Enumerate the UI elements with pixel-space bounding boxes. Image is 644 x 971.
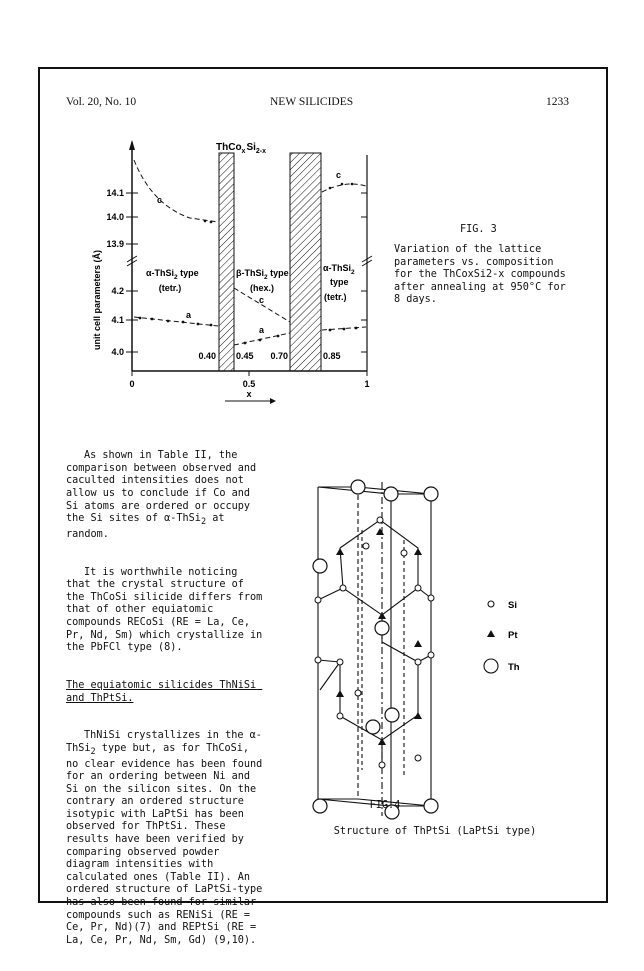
header-title: NEW SILICIDES bbox=[270, 96, 354, 108]
series-a-label-middle: a bbox=[259, 325, 265, 335]
boundary-label-0-85: 0.85 bbox=[323, 351, 341, 361]
region-label-beta-hex: (hex.) bbox=[249, 283, 275, 293]
fig3-caption-line: parameters vs. composition bbox=[394, 256, 554, 268]
boundary-label-0-70: 0.70 bbox=[270, 351, 288, 361]
legend-si-icon bbox=[488, 601, 494, 607]
x-axis-label: x bbox=[246, 389, 252, 399]
paragraph-3: ThNiSi crystallizes in the α-ThSi$_2$ type but, as for ThCoSi, no clear evidence has been found for an ordering between Ni and Si on the silicon sites. On the contrary an ordered structure isotypic with LaPtSi has been observed for ThPtSi. These results have been verified by comparing observed powder diagram intensities with calculated ones (Table II). An ordered structure of LaPtSi-type has also been found for similar compounds such as RENiSi (RE = Ce, Pr, Nd)(7) and REPtSi (RE = La, Ce, Pr, Nd, Sm, Gd) (9,10). bbox=[66, 730, 269, 946]
th-atoms bbox=[313, 480, 438, 819]
region-label-alpha-right-tetr: (tetr.) bbox=[324, 292, 347, 302]
fig3-caption-line: after annealing at 950°C for bbox=[394, 281, 566, 293]
paragraph-1: As shown in Table II, the comparison between observed and caculted intensities does not allow us to conclude if Co and Si atoms are ordered or occupy the Si sites of α-ThSi$_2$ at random. bbox=[66, 450, 263, 540]
fig3-caption-line: 8 days. bbox=[394, 294, 437, 306]
series-a-label-left: a bbox=[186, 310, 192, 320]
y-axis-label: unit cell parameters (Å) bbox=[92, 249, 102, 351]
boundary-label-0-40: 0.40 bbox=[198, 351, 216, 361]
boundary-label-0-45: 0.45 bbox=[236, 351, 254, 361]
cell-top-face bbox=[318, 487, 431, 494]
legend-th-label: Th bbox=[508, 662, 520, 673]
pt-atoms bbox=[336, 528, 422, 745]
legend-si-label: Si bbox=[508, 600, 517, 611]
region-label-alpha-left: α-ThSi$_2$ type bbox=[146, 268, 199, 281]
y-tick-label-4-1: 4.1 bbox=[111, 315, 124, 325]
y-tick-label-14-1: 14.1 bbox=[106, 188, 124, 198]
fig3-caption-line: Variation of the lattice bbox=[394, 244, 542, 255]
region-label-alpha-right: α-ThSi$_2$ bbox=[323, 263, 355, 276]
x-tick-label-0: 0 bbox=[129, 379, 135, 389]
x-tick-label-1: 1 bbox=[364, 379, 370, 389]
fig3-caption-line: for the ThCoxSi2-x compounds bbox=[394, 269, 566, 281]
section-heading: The equiatomic silicides ThNiSi and ThPtSi. bbox=[66, 679, 263, 704]
header-volume: Vol. 20, No. 10 bbox=[66, 96, 137, 108]
fig4-caption: Structure of ThPtSi (LaPtSi type) bbox=[333, 826, 537, 837]
fig4-caption-title: FIG.4 bbox=[369, 800, 401, 811]
paragraph-2: It is worthwhile noticing that the crystal structure of the ThCoSi silicide differs from that of other equiatomic compounds RECoSi (RE = La, Ce, Pr, Nd, Sm) which crystallize in the PbFCl type (8). bbox=[66, 566, 269, 654]
region-label-alpha-right-type: type bbox=[330, 277, 349, 287]
legend-pt-icon bbox=[487, 630, 495, 637]
pt-si-network bbox=[318, 588, 343, 600]
region-label-alpha-left-tetr: (tetr.) bbox=[158, 283, 182, 293]
fig3-caption-title: FIG. 3 bbox=[460, 224, 497, 235]
y-tick-label-14-0: 14.0 bbox=[106, 212, 124, 222]
legend-th-icon bbox=[484, 659, 498, 673]
series-c-label-middle: c bbox=[259, 295, 265, 305]
series-c-label-left: c bbox=[157, 195, 163, 205]
region-label-beta: β-ThSi$_2$ type bbox=[236, 268, 289, 281]
series-c-label-right: c bbox=[336, 170, 342, 180]
x-tick-label-0-5: 0.5 bbox=[242, 379, 256, 389]
fig3-formula: $ThCo_xSi_{2-x}$ bbox=[216, 142, 267, 155]
y-tick-label-4-0: 4.0 bbox=[111, 347, 124, 357]
y-tick-label-13-9: 13.9 bbox=[106, 239, 124, 249]
y-tick-label-4-2: 4.2 bbox=[111, 286, 124, 296]
legend-pt-label: Pt bbox=[508, 630, 518, 641]
header-page-number: 1233 bbox=[546, 96, 569, 108]
